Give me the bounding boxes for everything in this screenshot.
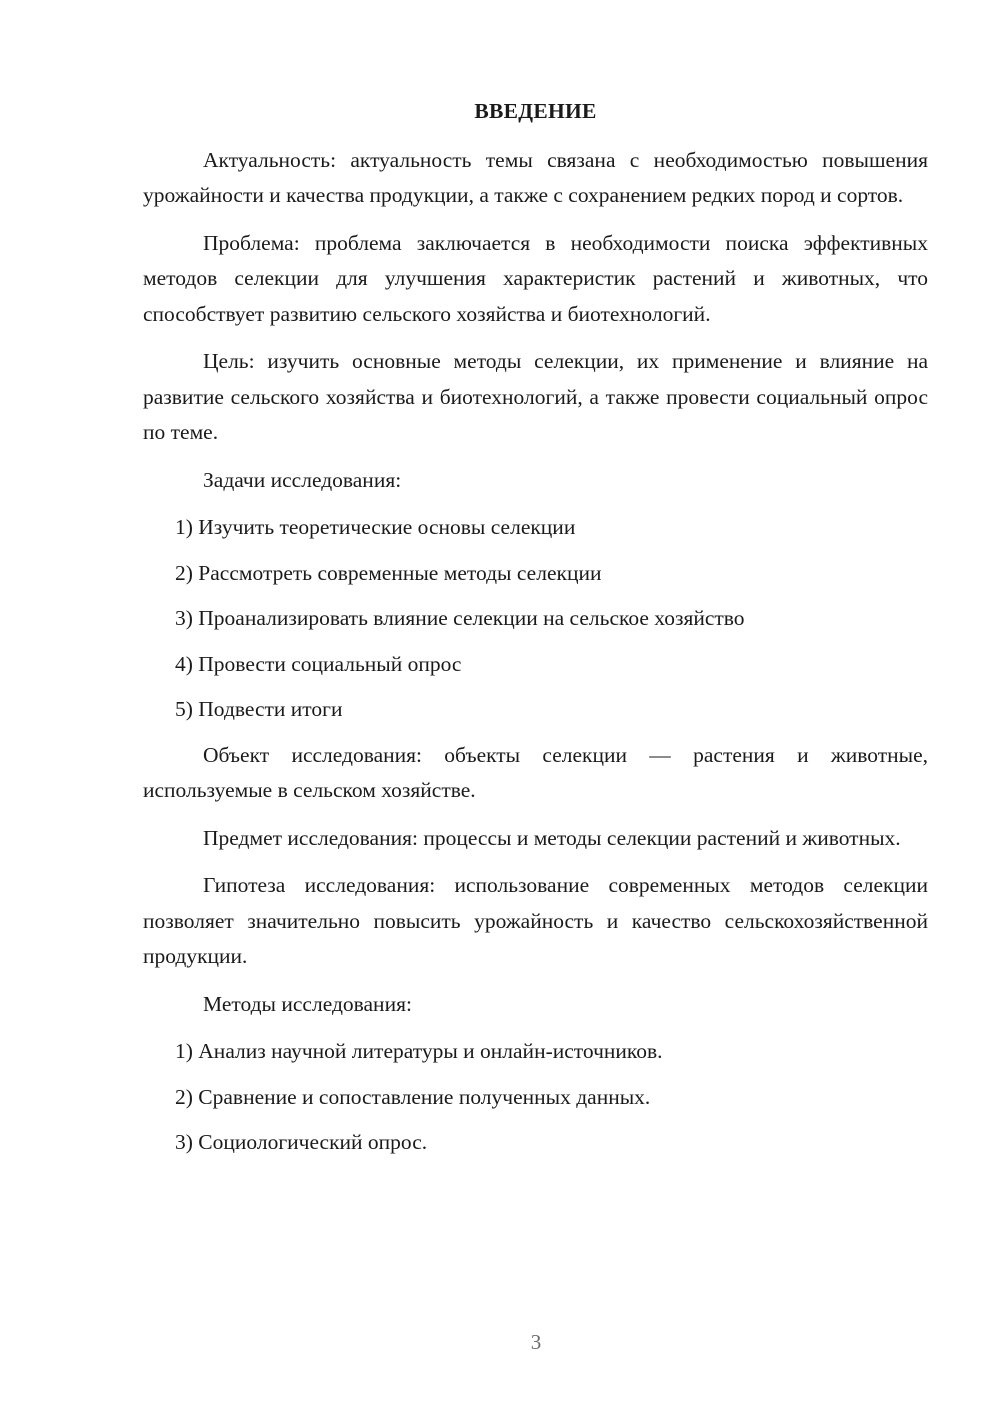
task-item: 2) Рассмотреть современные методы селекции (175, 560, 602, 585)
method-item: 3) Социологический опрос. (175, 1130, 428, 1154)
task-item: 4) Провести социальный опрос (175, 651, 462, 676)
tasks-heading: Задачи исследования: (203, 467, 402, 492)
document-page (143, 94, 928, 1171)
method-item: 2) Сравнение и сопоставление полученных данных. (175, 1084, 651, 1109)
goal-paragraph: Цель: изучить основные методы селекции, их применение и влияние на развитие сельского хозяйства и биотехнологий, а также провести социальный опрос по теме. (143, 349, 928, 444)
methods-heading: Методы исследования: (203, 991, 412, 1016)
task-item: 1) Изучить теоретические основы селекции (175, 515, 576, 539)
subject-paragraph: Предмет исследования: процессы и методы селекции растений и животных. (203, 825, 901, 850)
method-item: 1) Анализ научной литературы и онлайн-источников. (175, 1039, 663, 1063)
hypothesis-paragraph: Гипотеза исследования: использование современных методов селекции позволяет значительно повысить урожайность и качество сельскохозяйственной продукции. (143, 873, 928, 968)
object-paragraph: Объект исследования: объекты селекции — растения и животные, используемые в сельском хозяйстве. (143, 742, 928, 802)
page-title: ВВЕДЕНИЕ (474, 99, 597, 123)
task-item: 3) Проанализировать влияние селекции на сельское хозяйство (175, 606, 745, 630)
page-number: 3 (530, 1330, 542, 1354)
task-item: 5) Подвести итоги (175, 697, 343, 721)
actuality-paragraph: Актуальность: актуальность темы связана с необходимостью повышения урожайности и качества продукции, а также с сохранением редких пород и сортов. (143, 147, 928, 207)
problem-paragraph: Проблема: проблема заключается в необходимости поиска эффективных методов селекции для улучшения характеристик растений и животных, что способствует развитию сельского хозяйства и биотехнологий. (143, 230, 928, 326)
